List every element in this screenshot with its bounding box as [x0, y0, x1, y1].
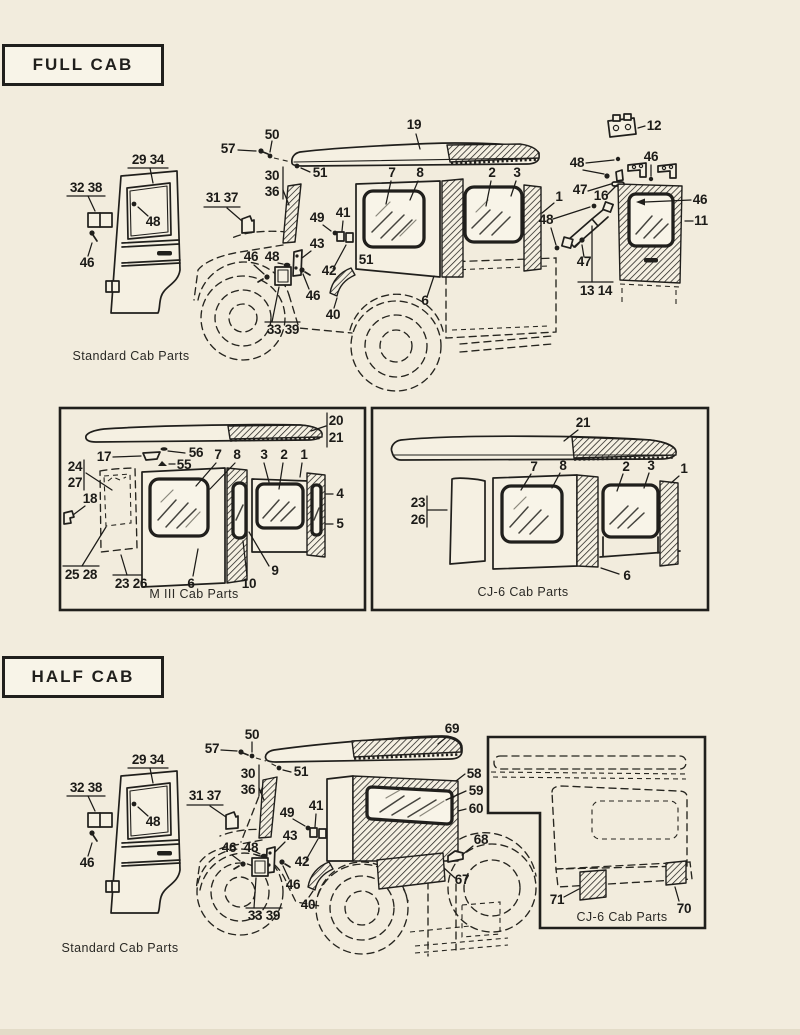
hc-cj6-caption: CJ-6 Cab Parts: [576, 910, 668, 924]
callout-cj1: 1: [680, 461, 688, 476]
callout-31-37: 31 37: [205, 190, 239, 205]
callout-55: 55: [176, 457, 192, 472]
callout-cj6-6: 6: [623, 568, 631, 583]
full-cab-title: FULL CAB: [32, 55, 134, 74]
callout-12: 12: [646, 118, 662, 133]
callout-1: 1: [555, 189, 563, 204]
callout-43: 43: [309, 236, 325, 251]
callout-23-26: 23 26: [114, 576, 148, 591]
callout-13-14: 13 14: [579, 283, 613, 298]
hc-callout-59: 59: [468, 783, 484, 798]
hc-standard-cab-caption: Standard Cab Parts: [61, 941, 179, 955]
m3-caption: M III Cab Parts: [149, 587, 239, 601]
hc-callout-36: 36: [240, 782, 256, 797]
hc-callout-48b: 48: [243, 840, 259, 855]
callout-m3-3: 3: [260, 447, 268, 462]
standard-cab-caption: Standard Cab Parts: [72, 349, 190, 363]
cj6-cab-parts-box: [372, 408, 708, 610]
callout-33-39: 33 39: [266, 322, 300, 337]
hc-callout-32-38: 32 38: [69, 780, 103, 795]
cj6-caption: CJ-6 Cab Parts: [477, 585, 569, 599]
callout-27: 27: [67, 475, 83, 490]
hc-callout-48: 48: [145, 814, 161, 829]
callout-36: 36: [264, 184, 280, 199]
callout-cj26: 26: [410, 512, 426, 527]
hc-callout-58: 58: [466, 766, 482, 781]
half-cab-vehicle-diagram: [187, 721, 536, 956]
callout-46c: 46: [643, 149, 659, 164]
hc-callout-50: 50: [244, 727, 260, 742]
callout-57: 57: [220, 141, 236, 156]
callout-48: 48: [145, 214, 161, 229]
callout-51: 51: [312, 165, 328, 180]
hc-callout-46b: 46: [285, 877, 301, 892]
callout-19: 19: [406, 117, 422, 132]
callout-46d: 46: [692, 192, 708, 207]
callout-24: 24: [67, 459, 83, 474]
callout-2: 2: [488, 165, 496, 180]
callout-4: 4: [336, 486, 344, 501]
half-cab-title: HALF CAB: [31, 667, 135, 686]
half-cab-cj6-box: [488, 737, 705, 928]
callout-51b: 51: [358, 252, 374, 267]
hc-callout-46: 46: [79, 855, 95, 870]
callout-cj21: 21: [575, 415, 591, 430]
callout-5: 5: [336, 516, 344, 531]
hc-callout-42: 42: [294, 854, 310, 869]
callout-70: 70: [676, 901, 692, 916]
callout-46: 46: [243, 249, 259, 264]
hc-callout-40: 40: [300, 897, 316, 912]
callout-cj7: 7: [530, 459, 538, 474]
hc-callout-33-39: 33 39: [247, 908, 281, 923]
hc-callout-69: 69: [444, 721, 460, 736]
callout-56: 56: [188, 445, 204, 460]
callout-m3-8: 8: [233, 447, 241, 462]
callout-49: 49: [309, 210, 325, 225]
callout-20: 20: [328, 413, 344, 428]
hc-callout-67: 67: [454, 872, 470, 887]
m3-cab-parts-box: [60, 408, 365, 610]
callout-3: 3: [513, 165, 521, 180]
hc-callout-60: 60: [468, 801, 484, 816]
callout-17: 17: [96, 449, 112, 464]
callout-71: 71: [549, 892, 565, 907]
callout-11: 11: [694, 213, 708, 228]
hc-callout-31-37: 31 37: [188, 788, 222, 803]
callout-48: 48: [264, 249, 280, 264]
callout-40: 40: [325, 307, 341, 322]
callout-18: 18: [82, 491, 98, 506]
callout-29-34: 29 34: [131, 152, 165, 167]
callout-32-38: 32 38: [69, 180, 103, 195]
callout-cj23: 23: [410, 495, 426, 510]
callout-m3-1: 1: [300, 447, 308, 462]
callout-16: 16: [593, 188, 609, 203]
full-cab-vehicle-diagram: [194, 114, 709, 391]
callout-48c: 48: [569, 155, 585, 170]
hc-callout-41: 41: [308, 798, 324, 813]
callout-cj3: 3: [647, 458, 655, 473]
hc-callout-46a: 46: [221, 840, 237, 855]
callout-7: 7: [388, 165, 396, 180]
callout-9: 9: [271, 563, 279, 578]
callout-46b: 46: [305, 288, 321, 303]
full-cab-standard-door-diagram: [67, 152, 189, 363]
callout-48b: 48: [538, 212, 554, 227]
callout-10: 10: [241, 576, 257, 591]
hc-callout-30: 30: [240, 766, 256, 781]
callout-m3-7: 7: [214, 447, 222, 462]
callout-21: 21: [328, 430, 344, 445]
callout-30: 30: [264, 168, 280, 183]
hc-callout-57: 57: [204, 741, 220, 756]
hc-callout-49: 49: [279, 805, 295, 820]
hc-callout-68: 68: [473, 832, 489, 847]
callout-cj8: 8: [559, 458, 567, 473]
callout-25-28: 25 28: [64, 567, 98, 582]
hc-callout-29-34: 29 34: [131, 752, 165, 767]
callout-m3-6: 6: [187, 576, 195, 591]
half-cab-standard-door-diagram: [62, 752, 180, 955]
hc-callout-43: 43: [282, 828, 298, 843]
callout-8: 8: [416, 165, 424, 180]
callout-cj2: 2: [622, 459, 630, 474]
page-bottom-edge: [0, 1029, 800, 1035]
callout-m3-2: 2: [280, 447, 288, 462]
callout-46: 46: [79, 255, 95, 270]
callout-47a: 47: [572, 182, 588, 197]
callout-6: 6: [421, 293, 429, 308]
callout-41: 41: [335, 205, 351, 220]
callout-47b: 47: [576, 254, 592, 269]
callout-50: 50: [264, 127, 280, 142]
hc-callout-51: 51: [293, 764, 309, 779]
callout-42: 42: [321, 263, 337, 278]
